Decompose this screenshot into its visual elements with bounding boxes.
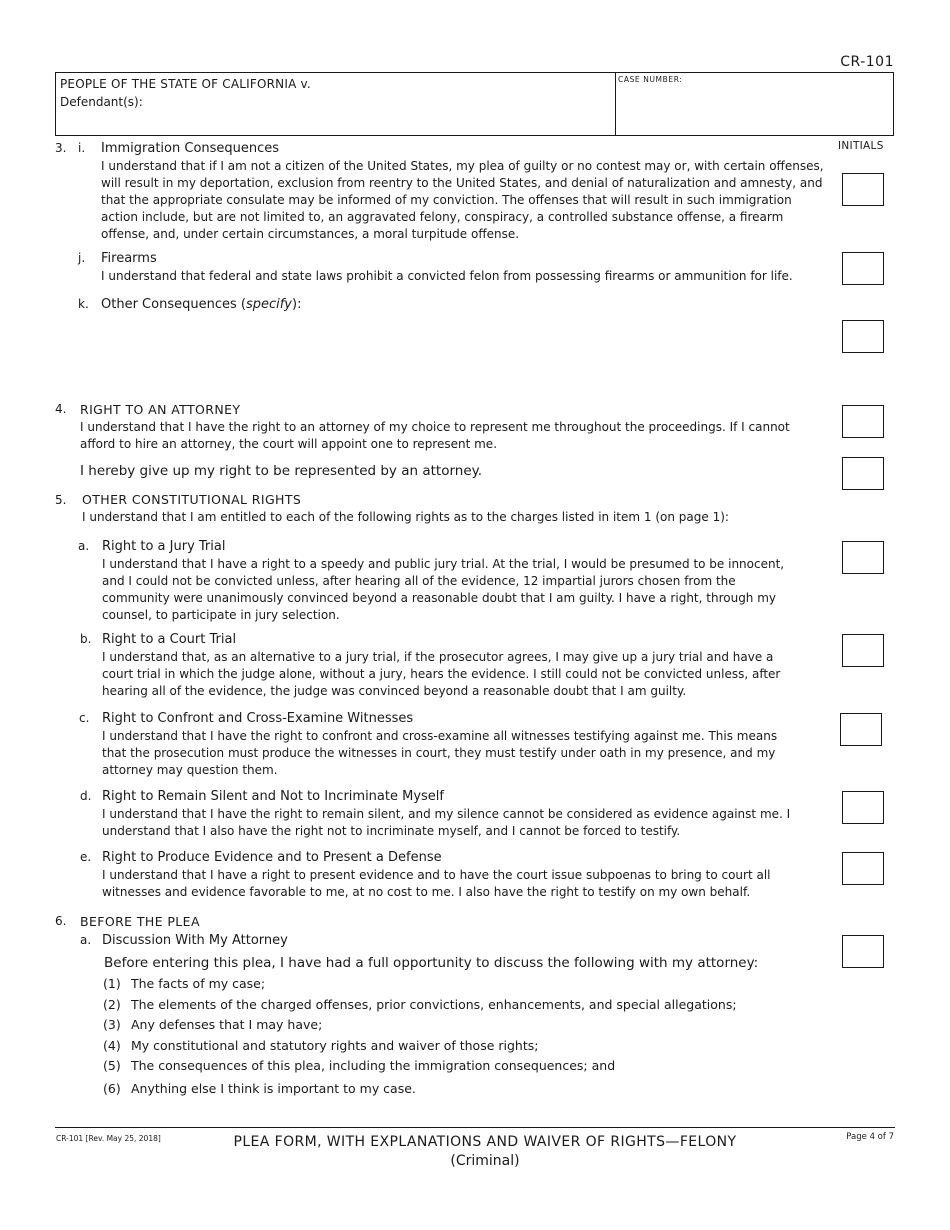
text-line: afford to hire an attorney, the court will appoint one to represent me. [80,437,498,451]
initials-box-3j[interactable] [842,252,884,285]
list-text: My constitutional and statutory rights and waiver of those rights; [131,1038,539,1053]
item-5e-text [102,867,771,901]
section-6-heading: BEFORE THE PLEA [80,914,200,929]
section-4-heading: RIGHT TO AN ATTORNEY [80,402,241,417]
item-5a-heading: Right to a Jury Trial [102,539,226,554]
item-5a-text [102,556,784,624]
footer-rule [55,1127,895,1128]
text-line: I understand that I have a right to a speedy and public jury trial. At the trial, I would be presumed to be innocent, [102,557,785,571]
initials-box-6a[interactable] [842,935,884,968]
list-number: (4) [103,1038,121,1053]
text-line: I understand that I am entitled to each of the following rights as to the charges listed in item 1 (on page 1): [82,510,729,524]
section-4-text [80,419,790,453]
text-line: that the appropriate consulate may be informed of my conviction. The offenses that will result in such immigration [101,193,792,207]
list-number: (5) [103,1058,121,1073]
text-line: I understand that, as an alternative to a jury trial, if the prosecutor agrees, I may give up a jury trial and have a [102,650,774,664]
text-line: I understand that I have the right to remain silent, and my silence cannot be considered as evidence against me. I [102,807,791,821]
initials-box-5b[interactable] [842,634,884,667]
case-number-label: CASE NUMBER: [618,75,683,84]
item-5c-text [102,728,777,779]
attorney-waiver-text: I hereby give up my right to be represented by an attorney. [80,463,482,479]
item-3i-text [101,158,824,243]
section-3-number: 3. [55,141,67,155]
page-number: Page 4 of 7 [846,1132,894,1142]
people-label: PEOPLE OF THE STATE OF CALIFORNIA v. [60,77,311,91]
text-line: witnesses and evidence favorable to me, at no cost to me. I also have the right to testify on my own behalf. [102,885,751,899]
initials-box-5e[interactable] [842,852,884,885]
item-5e-heading: Right to Produce Evidence and to Present a Defense [102,850,442,865]
item-5d-heading: Right to Remain Silent and Not to Incriminate Myself [102,789,444,804]
item-5c-heading: Right to Confront and Cross-Examine Witnesses [102,711,414,726]
form-title: PLEA FORM, WITH EXPLANATIONS AND WAIVER OF RIGHTS—FELONY [233,1134,737,1150]
initials-box-5a[interactable] [842,541,884,574]
text-line: will result in my deportation, exclusion from reentry to the United States, and denial of naturalization and amnesty, and [101,176,823,190]
form-revision: CR-101 [Rev. May 25, 2018] [56,1134,161,1143]
specify-text: specify [245,297,292,312]
caption-divider [615,73,616,135]
list-number: (3) [103,1017,121,1032]
item-6a-intro: Before entering this plea, I have had a full opportunity to discuss the following with my attorney: [104,955,759,971]
item-3j-letter: j. [78,251,86,265]
text-line: attorney may question them. [102,763,278,777]
list-text: Anything else I think is important to my case. [131,1081,416,1096]
list-text: The consequences of this plea, including the immigration consequences; and [131,1058,616,1073]
item-5b-letter: b. [80,632,92,646]
section-6-number: 6. [55,914,67,928]
list-text: The elements of the charged offenses, prior convictions, enhancements, and special allegations; [131,997,737,1012]
item-5b-text [102,649,780,700]
item-5c-letter: c. [79,711,90,725]
item-6a-letter: a. [80,933,92,947]
item-6a-heading: Discussion With My Attorney [102,933,288,948]
heading-part: Other Consequences ( [101,297,246,312]
initials-header: INITIALS [838,140,884,152]
text-line: I understand that I have a right to present evidence and to have the court issue subpoenas to bring to court all [102,868,771,882]
item-3i-heading: Immigration Consequences [101,141,280,156]
text-line: understand that I also have the right not to incriminate myself, and I cannot be forced to testify. [102,824,681,838]
item-3k-heading [101,297,301,312]
text-line: I understand that I have the right to confront and cross-examine all witnesses testifying against me. This means [102,729,778,743]
item-3j-heading: Firearms [101,251,157,266]
text-line: that the prosecution must produce the witnesses in court, they must testify under oath in my presence, and my [102,746,776,760]
initials-box-5c[interactable] [840,713,882,746]
text-line: court trial in which the judge alone, without a jury, hears the evidence. I still could not be convicted unless, after [102,667,781,681]
initials-box-3i[interactable] [842,173,884,206]
form-subtitle: (Criminal) [450,1153,520,1169]
text-line: and I could not be convicted unless, after hearing all of the evidence, 12 impartial jurors chosen from the [102,574,736,588]
defendant-label: Defendant(s): [60,95,143,109]
initials-box-5d[interactable] [842,791,884,824]
list-text: The facts of my case; [131,976,266,991]
text-line: hearing all of the evidence, the judge was convinced beyond a reasonable doubt that I am guilty. [102,684,687,698]
text-line: community were unanimously convinced beyond a reasonable doubt that I am guilty. I have a right, through my [102,591,777,605]
case-caption-box [55,72,894,136]
item-3i-letter: i. [78,141,86,155]
text-line: I understand that I have the right to an attorney of my choice to represent me throughout the proceedings. If I cannot [80,420,790,434]
initials-box-3k[interactable] [842,320,884,353]
list-number: (2) [103,997,121,1012]
item-5a-letter: a. [78,539,90,553]
initials-box-4-waiver[interactable] [842,457,884,490]
text-line: action include, but are not limited to, an aggravated felony, conspiracy, a controlled substance offense, a firearm [101,210,784,224]
text-line: counsel, to participate in jury selection. [102,608,340,622]
list-number: (6) [103,1081,121,1096]
section-5-intro [82,509,729,526]
heading-part: ): [292,297,302,312]
list-text: Any defenses that I may have; [131,1017,323,1032]
item-5b-heading: Right to a Court Trial [102,632,237,647]
list-number: (1) [103,976,121,991]
section-5-number: 5. [55,493,67,507]
item-3j-text [101,268,793,285]
section-4-number: 4. [55,402,67,416]
item-5e-letter: e. [80,850,92,864]
form-id: CR-101 [840,54,894,70]
section-5-heading: OTHER CONSTITUTIONAL RIGHTS [82,492,302,507]
text-line: I understand that if I am not a citizen of the United States, my plea of guilty or no contest may or, with certain offenses, [101,159,824,173]
item-5d-text [102,806,790,840]
item-5d-letter: d. [80,789,92,803]
text-line: offense, and, under certain circumstances, a moral turpitude offense. [101,227,520,241]
text-line: I understand that federal and state laws prohibit a convicted felon from possessing firearms or ammunition for life. [101,269,793,283]
initials-box-4-right[interactable] [842,405,884,438]
item-3k-letter: k. [78,297,89,311]
